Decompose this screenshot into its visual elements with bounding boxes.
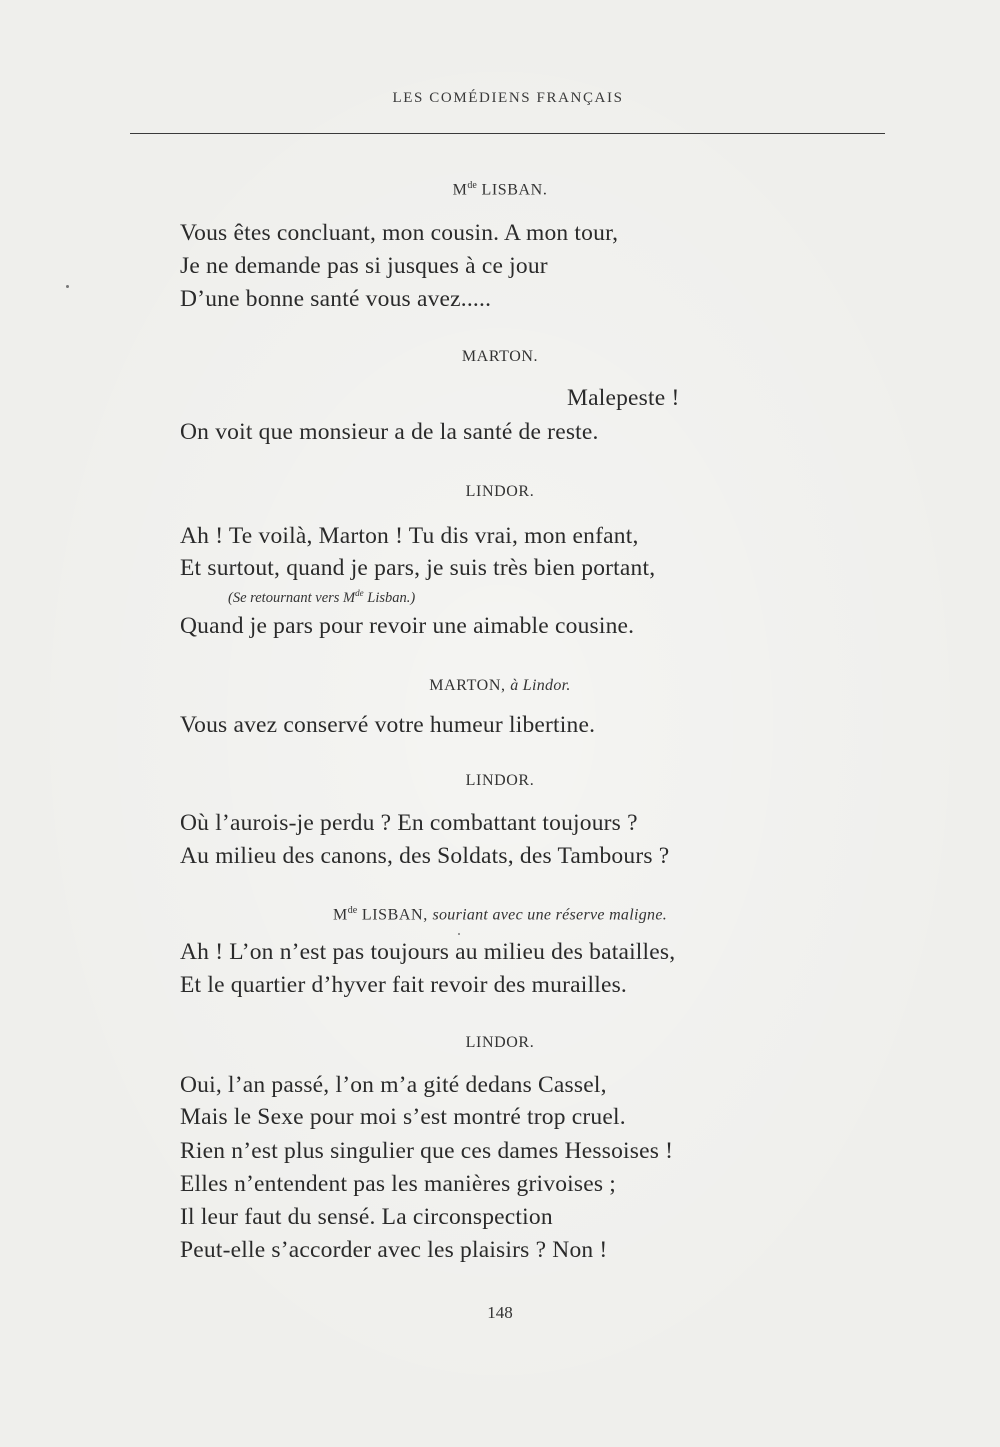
verse-line: Quand je pars pour revoir une aimable cousine. (180, 613, 635, 639)
speaker-name: LISBAN. (476, 181, 548, 199)
speaker-prefix: M (332, 906, 348, 924)
running-head: LES COMÉDIENS FRANÇAIS (392, 90, 624, 106)
speaker-direction: souriant avec une réserve maligne. (432, 906, 668, 924)
stage-direction-superscript: de (355, 588, 364, 598)
speaker-heading (0, 772, 1000, 790)
verse-line: Mais le Sexe pour moi s’est montré trop cruel. (180, 1104, 626, 1130)
speaker-heading (0, 1034, 1000, 1052)
verse-line: Rien n’est plus singulier que ces dames Hessoises ! (180, 1138, 674, 1164)
verse-line: Vous avez conservé votre humeur libertine. (180, 712, 596, 738)
speaker-name: MARTON. (461, 348, 539, 365)
verse-line: Au milieu des canons, des Soldats, des Tambours ? (180, 843, 670, 869)
speaker-heading (0, 677, 1000, 695)
verse-line: Elles n’entendent pas les manières grivoises ; (180, 1171, 616, 1197)
verse-line: Ah ! L’on n’est pas toujours au milieu des batailles, (180, 939, 676, 965)
verse-line: Oui, l’an passé, l’on m’a gité dedans Cassel, (180, 1072, 607, 1098)
speaker-heading (0, 180, 1000, 199)
verse-line: Et le quartier d’hyver fait revoir des murailles. (180, 972, 627, 998)
speaker-prefix: M (452, 181, 468, 199)
stage-direction-text: Lisban.) (363, 589, 416, 606)
verse-line: D’une bonne santé vous avez..... (180, 286, 492, 312)
speaker-heading (0, 348, 1000, 366)
verse-line: Malepeste ! (567, 385, 680, 411)
stage-direction (228, 588, 415, 607)
verse-line: Peut-elle s’accorder avec les plaisirs ? Non ! (180, 1237, 608, 1263)
speaker-name: LISBAN, (357, 906, 428, 924)
verse-line: Vous êtes concluant, mon cousin. A mon tour, (180, 220, 619, 246)
verse-line: On voit que monsieur a de la santé de reste. (180, 419, 599, 445)
speaker-name: LINDOR. (465, 483, 535, 500)
verse-line: Ah ! Te voilà, Marton ! Tu dis vrai, mon enfant, (180, 523, 639, 549)
speaker-name: LINDOR. (465, 772, 535, 789)
speaker-superscript: de (347, 905, 358, 916)
verse-line: Où l’aurois-je perdu ? En combattant toujours ? (180, 810, 638, 836)
page-number: 148 (487, 1303, 513, 1322)
verse-line: Je ne demande pas si jusques à ce jour (180, 253, 548, 279)
speaker-direction: à Lindor. (510, 677, 571, 694)
speaker-heading (0, 905, 1000, 924)
speaker-superscript: de (467, 180, 477, 191)
stage-direction-text: (Se retournant vers M (228, 589, 356, 606)
speaker-heading (0, 483, 1000, 501)
speaker-name: LINDOR. (465, 1034, 535, 1051)
verse-line: Et surtout, quand je pars, je suis très bien portant, (180, 555, 656, 581)
verse-line: Il leur faut du sensé. La circonspection (180, 1204, 553, 1230)
speaker-name: MARTON, (429, 677, 506, 694)
paper-speck (66, 285, 69, 288)
header-rule (130, 133, 885, 134)
paper-speck (458, 933, 460, 935)
